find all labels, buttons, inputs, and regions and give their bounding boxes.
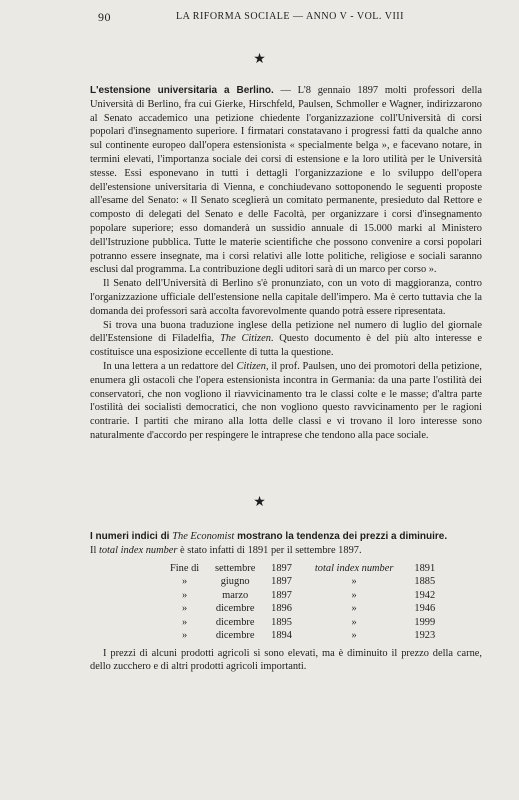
paragraph-text: Il xyxy=(90,544,99,556)
paragraph xyxy=(90,319,482,360)
star-ornament: ★ xyxy=(253,52,266,67)
paragraph-text: , il prof. Paulsen, uno dei promotori della petizione, enumera gli ostacoli che l'opera estensionista incontra in Germania: da una parte l'ostilità dei conservatori, che non vogliono il riavvicinamento tra le classi colte e le masse; d'altra parte l'ostilità dei socialisti democratici, che non vogliono questo ravvicinamento per le ragioni contrarie. I partiti che mirano alla lotta delle classi e vi trovano il loro interesse sono naturalmente d'accordo per respingere le intraprese che tendono alla pace sociale. xyxy=(90,360,482,441)
running-title: LA RIFORMA SOCIALE — ANNO V - VOL. VIII xyxy=(176,11,404,22)
row-year: 1897 xyxy=(271,576,292,588)
section-university-extension xyxy=(90,84,482,443)
row-label: » xyxy=(351,616,357,628)
row-value: 1923 xyxy=(414,630,436,642)
row-year: 1894 xyxy=(271,630,292,642)
row-year: 1896 xyxy=(271,603,292,615)
row-value: 1946 xyxy=(414,603,436,615)
row-lead: » xyxy=(181,589,188,601)
paragraph xyxy=(90,530,482,544)
row-label: » xyxy=(351,576,357,588)
row-lead: » xyxy=(181,603,188,615)
table-row xyxy=(170,629,440,643)
row-label: » xyxy=(351,589,357,601)
paragraph-text: Si trova una buona traduzione inglese della petizione nel numero di luglio del giornale dell'Estensione di Filadelfia, xyxy=(90,319,482,345)
row-year: 1895 xyxy=(271,616,292,628)
index-table xyxy=(170,562,440,643)
running-header xyxy=(98,11,478,27)
row-month: marzo xyxy=(222,589,249,601)
paragraph xyxy=(90,544,482,558)
row-year: 1897 xyxy=(271,562,292,574)
section-index-numbers xyxy=(90,530,482,674)
row-value: 1999 xyxy=(414,616,436,628)
paragraph-text: è stato infatti di 1891 per il settembre 1897. xyxy=(177,544,362,556)
row-value: 1942 xyxy=(414,589,436,601)
row-month: settembre xyxy=(214,562,256,574)
row-label: » xyxy=(351,630,357,642)
row-lead: » xyxy=(181,630,188,642)
row-lead: » xyxy=(181,616,188,628)
paragraph-text: In una lettera a un redattore del xyxy=(103,360,237,372)
paragraph-text: . Questo documento è del più alto interesse e costituisce una esposizione eccellente di tutta la questione. xyxy=(90,333,482,359)
table-row xyxy=(170,616,440,630)
row-month: giugno xyxy=(220,576,250,588)
table-row xyxy=(170,562,440,576)
row-label: » xyxy=(351,603,357,615)
paragraph-text: — L'8 gennaio 1897 molti professori della Università di Berlino, fra cui Gierke, Hirschfeld, Paulsen, Schmoller e Wagner, indirizzarono al Senato accademico una petizione chiedente l'organizzazione coll'Università di corsi popolari d'insegnamento superiore. I firmatari constatavano i progressi fatti da qualche anno sul continente europeo dall'opera estensionista « specialmente belga », e facevano notare, in termini elevati, l'importanza sociale dei corsi di estensione e la loro utilità per le Università stesse. Essi esponevano in tutti i dettagli l'organizzazione e lo sviluppo dell'opera dell'estensione universitaria di Vienna, e conchiudevano sottoponendo le seguenti proposte all'esame del Senato: « Il Senato sceglierà un comitato permanente, presieduto dal Rettore e composto di delegati del Senato e delle Facoltà, per organizzare i corsi d'insegnamento popolare superiore; esso domanderà un sussidio annuale di 15.000 marki al Ministero dell'Istruzione pubblica. Tutte le materie scientifiche che possono convenire a corsi popolari potranno essere insegnate, ma i corsi relativi alle lotte politiche, religiose e sociali saranno esclusi dal programma. La contribuzione degli uditori sarà di un marco per corso ». xyxy=(90,85,482,276)
journal-title: The Economist xyxy=(172,531,235,542)
paragraph xyxy=(90,360,482,443)
page-number: 90 xyxy=(98,10,111,24)
row-value: 1891 xyxy=(414,562,436,574)
row-lead: Fine di xyxy=(170,562,200,574)
journal-title: Citizen xyxy=(236,360,266,372)
section-lead: mostrano la tendenza dei prezzi a diminuire. xyxy=(234,531,448,542)
star-ornament: ★ xyxy=(253,495,266,510)
table-row xyxy=(170,575,440,589)
term: total index number xyxy=(98,544,178,556)
paragraph: I prezzi di alcuni prodotti agricoli si sono elevati, ma è diminuito il prezzo della carne, dello zucchero e di altri prodotti agricoli importanti. xyxy=(90,647,482,673)
row-value: 1885 xyxy=(414,576,436,588)
journal-title: The Citizen xyxy=(220,333,271,345)
row-month: dicembre xyxy=(215,603,255,615)
section-lead: I numeri indici di xyxy=(90,531,173,542)
paragraph: Il Senato dell'Università di Berlino s'è pronunziato, con un voto di maggioranza, contro l'organizzazione ufficiale dell'estensione nella capitale dell'impero. Ma è certo tuttavia che la domanda dei professori sarà accolta favorevolmente quando potrà essere ripresentata. xyxy=(90,278,482,317)
table-row xyxy=(170,602,440,616)
row-month: dicembre xyxy=(215,616,255,628)
row-year: 1897 xyxy=(271,589,292,601)
row-month: dicembre xyxy=(215,630,255,642)
row-lead: » xyxy=(181,576,188,588)
table-row xyxy=(170,589,440,603)
row-label: total index number xyxy=(314,562,394,574)
paragraph xyxy=(90,84,482,277)
section-lead: L'estensione universitaria a Berlino. xyxy=(90,85,274,96)
